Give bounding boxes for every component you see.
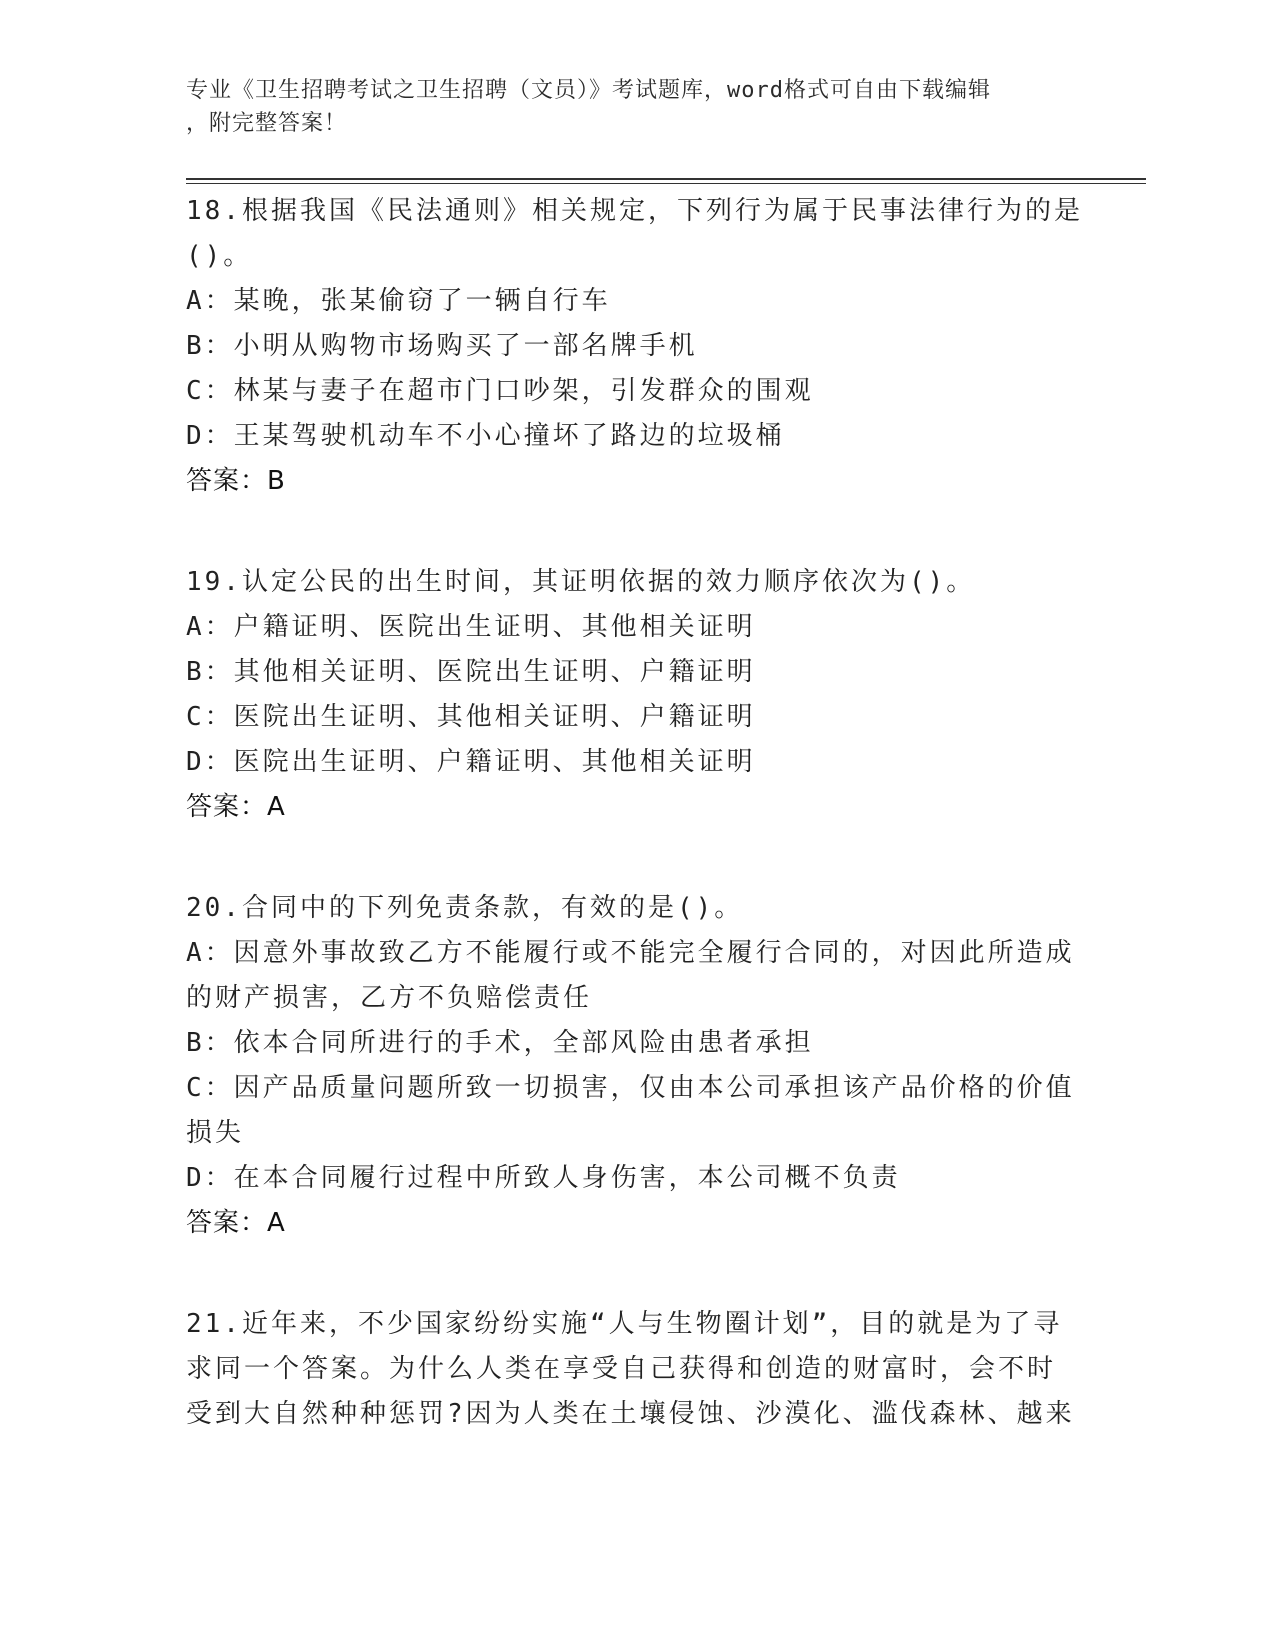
header-line-1: 专业《卫生招聘考试之卫生招聘（文员）》考试题库，word格式可自由下载编辑 xyxy=(186,78,991,103)
option-c: C：医院出生证明、其他相关证明、户籍证明 xyxy=(186,702,756,732)
option-b: B：依本合同所进行的手术，全部风险由患者承担 xyxy=(186,1028,814,1058)
option-d: D：在本合同履行过程中所致人身伤害，本公司概不负责 xyxy=(186,1163,901,1193)
question-stem-line: 求同一个答案。为什么人类在享受自己获得和创造的财富时，会不时 xyxy=(186,1354,1057,1384)
answer-line: 答案：B xyxy=(186,466,286,496)
option-a: A：某晚，张某偷窃了一辆自行车 xyxy=(186,286,611,316)
question-list xyxy=(186,189,1086,1493)
question-stem-line: 20.合同中的下列免责条款，有效的是()。 xyxy=(186,893,744,923)
option-a: A：因意外事故致乙方不能履行或不能完全履行合同的，对因此所造成 xyxy=(186,938,1075,968)
option-a: A：户籍证明、医院出生证明、其他相关证明 xyxy=(186,612,756,642)
question-stem-line: 受到大自然种种惩罚?因为人类在土壤侵蚀、沙漠化、滥伐森林、越来 xyxy=(186,1399,1075,1429)
option-c: C：因产品质量问题所致一切损害，仅由本公司承担该产品价格的价值 xyxy=(186,1073,1075,1103)
option-b: B：其他相关证明、医院出生证明、户籍证明 xyxy=(186,657,756,687)
option-d: D：王某驾驶机动车不小心撞坏了路边的垃圾桶 xyxy=(186,421,785,451)
option-c-continued: 损失 xyxy=(186,1118,245,1148)
question-20 xyxy=(186,886,1086,1246)
question-19 xyxy=(186,560,1086,830)
question-stem-line: 19.认定公民的出生时间，其证明依据的效力顺序依次为()。 xyxy=(186,567,976,597)
header-divider-thick xyxy=(186,178,1146,180)
document-header xyxy=(186,74,1066,140)
option-a-continued: 的财产损害，乙方不负赔偿责任 xyxy=(186,983,593,1013)
question-21 xyxy=(186,1302,1086,1437)
option-c: C：林某与妻子在超市门口吵架，引发群众的围观 xyxy=(186,376,814,406)
question-stem-line: ()。 xyxy=(186,241,253,271)
question-stem-line: 21.近年来，不少国家纷纷实施“人与生物圈计划”，目的就是为了寻 xyxy=(186,1309,1063,1339)
question-stem-line: 18.根据我国《民法通则》相关规定，下列行为属于民事法律行为的是 xyxy=(186,196,1083,226)
option-b: B：小明从购物市场购买了一部名牌手机 xyxy=(186,331,698,361)
header-line-2: ，附完整答案！ xyxy=(186,111,348,136)
answer-line: 答案：A xyxy=(186,792,286,822)
question-18 xyxy=(186,189,1086,504)
answer-line: 答案：A xyxy=(186,1208,286,1238)
header-divider-thin xyxy=(186,183,1146,184)
option-d: D：医院出生证明、户籍证明、其他相关证明 xyxy=(186,747,756,777)
